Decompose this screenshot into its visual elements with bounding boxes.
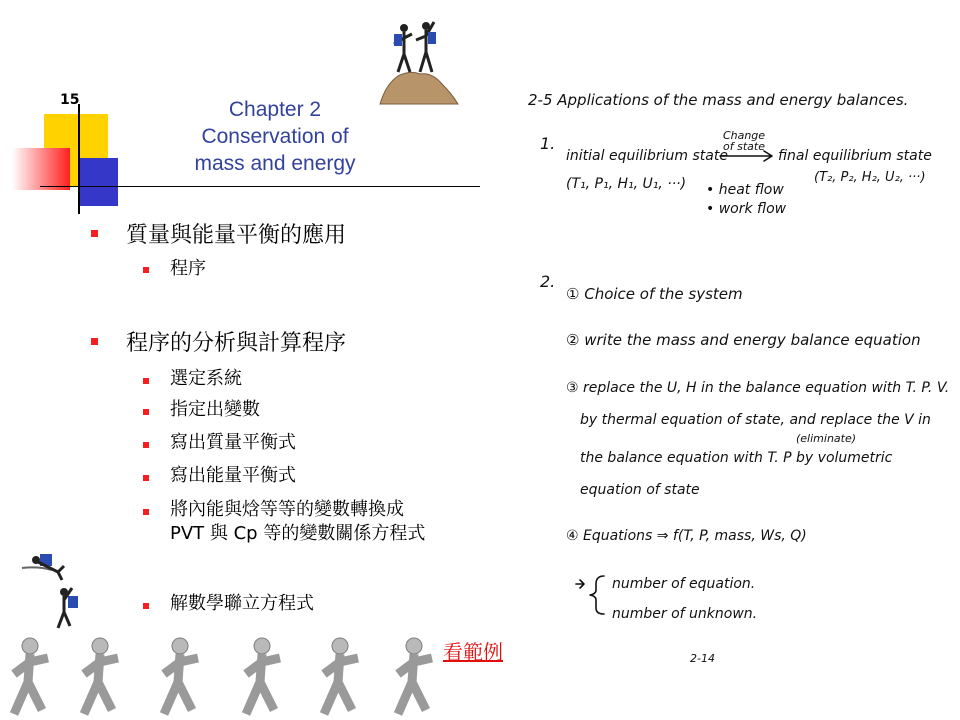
sub-bullet-item: 程序 [170, 258, 206, 279]
arrow-icon [718, 148, 776, 164]
sub-bullet-item: 將內能與焓等等的變數轉換成 PVT 與 Cp 等的變數關係方程式 [170, 499, 426, 544]
view-example-link[interactable]: 看範例 [443, 640, 503, 664]
title-line-3: mass and energy [194, 152, 356, 175]
count-equations-text: number of equation. [612, 576, 756, 592]
notes-item-2-label: 2. [540, 272, 556, 291]
notes-page-ref: 2-14 [690, 652, 715, 665]
step-3-line-2: by thermal equation of state, and replace the V in [580, 412, 931, 428]
decor-red-gradient [12, 148, 70, 190]
sub-bullet-item: 寫出質量平衡式 [170, 432, 296, 453]
bullet-item-2: 程序的分析與計算程序 [126, 331, 347, 356]
climbers-mountain-icon [376, 14, 460, 106]
decor-blue-block [80, 158, 118, 206]
running-figures-icon [0, 634, 440, 720]
decor-vertical-rule [78, 104, 80, 214]
slide-title [150, 96, 400, 177]
sub-bullet-marker [143, 603, 149, 609]
step-3-eliminate-note: (eliminate) [796, 432, 857, 445]
step-3-line-1: ③ replace the U, H in the balance equation with T. P. V. [566, 380, 950, 396]
brace-arrow-icon [574, 572, 610, 618]
sub-bullet-marker [143, 509, 149, 515]
final-vars-text: (T₂, P₂, H₂, U₂, ···) [814, 170, 926, 185]
notes-item-1-label: 1. [540, 134, 556, 153]
sub-bullet-item: 解數學聯立方程式 [170, 593, 314, 614]
bullet-item-1: 質量與能量平衡的應用 [126, 223, 347, 248]
change-of-state-label: Change of state [722, 129, 766, 153]
final-state-text: final equilibrium state [778, 148, 932, 164]
sub-bullet-item: 指定出變數 [170, 399, 260, 420]
initial-vars-text: (T₁, P₁, H₁, U₁, ···) [566, 176, 687, 192]
heat-flow-text: • heat flow [706, 182, 784, 198]
work-flow-text: • work flow [706, 201, 787, 217]
sub-bullet-marker [143, 378, 149, 384]
title-line-2: Conservation of [201, 125, 349, 148]
count-unknowns-text: number of unknown. [612, 606, 758, 622]
step-3-line-4: equation of state [580, 482, 700, 498]
initial-state-text: initial equilibrium state [566, 148, 728, 164]
step-3-line-3: the balance equation with T. P by volumetric [580, 450, 893, 466]
step-4-text: ④ Equations ⇒ f(T, P, mass, Ws, Q) [566, 528, 807, 544]
step-1-text: ① Choice of the system [566, 285, 743, 303]
step-2-text: ② write the mass and energy balance equation [566, 331, 921, 349]
sub-bullet-marker [143, 267, 149, 273]
decor-yellow-block-2 [80, 114, 108, 158]
sub-bullet-marker [143, 409, 149, 415]
bullet-marker [91, 338, 98, 345]
bullet-marker [91, 230, 98, 237]
sub-bullet-item: 寫出能量平衡式 [170, 465, 296, 486]
page-number: 15 [60, 92, 80, 108]
sub-bullet-marker [143, 475, 149, 481]
notes-heading: 2-5 Applications of the mass and energy balances. [528, 91, 909, 109]
sub-bullet-item: 選定系統 [170, 368, 242, 389]
title-underline [40, 186, 480, 187]
climber-rope-icon [18, 548, 88, 632]
title-line-1: Chapter 2 [228, 98, 322, 121]
sub-bullet-marker [143, 442, 149, 448]
